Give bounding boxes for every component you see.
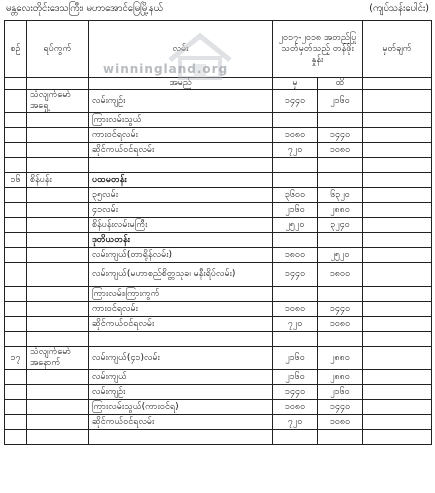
road-name: ကားဝင်ရလမ်း bbox=[89, 302, 273, 317]
row-number bbox=[5, 400, 27, 415]
road-name: ဒုတိယတန်း bbox=[89, 233, 273, 248]
rate-min: ၇၂၀ bbox=[273, 317, 318, 332]
row-number bbox=[5, 218, 27, 233]
table-row bbox=[5, 400, 432, 415]
rate-min bbox=[273, 332, 318, 347]
quarter-name bbox=[27, 370, 89, 385]
table-row bbox=[5, 158, 432, 173]
remark-cell bbox=[363, 287, 432, 302]
rate-min: ၁၄၄၀ bbox=[273, 90, 318, 113]
rate-min bbox=[273, 430, 318, 445]
row-number bbox=[5, 317, 27, 332]
table-row bbox=[5, 90, 432, 113]
remark-cell bbox=[363, 143, 432, 158]
row-number bbox=[5, 128, 27, 143]
col-header-no: စဉ် bbox=[5, 21, 27, 78]
rate-min bbox=[273, 287, 318, 302]
quarter-name bbox=[27, 233, 89, 248]
rate-min: ၂၁၆၀ bbox=[273, 203, 318, 218]
road-name: လမ်းကျယ်(မဟာစည်စိတ္တသုခ၊ မနီးရိပ်လမ်း) bbox=[89, 263, 273, 287]
table-row bbox=[5, 385, 432, 400]
subheader-empty bbox=[27, 78, 89, 90]
rate-min: ၃၆၀၀ bbox=[273, 188, 318, 203]
quarter-name bbox=[27, 287, 89, 302]
table-row bbox=[5, 143, 432, 158]
remark-cell bbox=[363, 233, 432, 248]
col-header-remark: မှတ်ချက် bbox=[363, 21, 432, 78]
rate-max: ၂၅၂၀ bbox=[318, 248, 363, 263]
quarter-name: သံလျက်မော် အရှေ့ bbox=[27, 90, 89, 113]
road-name: လမ်းကျယ်(တာရိုန်လမ်း) bbox=[89, 248, 273, 263]
quarter-name bbox=[27, 143, 89, 158]
rate-max: ၂၁၆၀ bbox=[318, 385, 363, 400]
quarter-name bbox=[27, 385, 89, 400]
table-row bbox=[5, 218, 432, 233]
rate-min: ၂၁၆၀ bbox=[273, 347, 318, 370]
row-number bbox=[5, 203, 27, 218]
rate-min: ၁၀၈၀ bbox=[273, 400, 318, 415]
col-header-quarter: ရပ်ကွက် bbox=[27, 21, 89, 78]
rate-max: ၆၃၂၀ bbox=[318, 188, 363, 203]
road-name: ဆိုင်ကယ်ဝင်ရလမ်း bbox=[89, 317, 273, 332]
rate-min: ၁၄၄၀ bbox=[273, 263, 318, 287]
quarter-name bbox=[27, 113, 89, 128]
rate-max: ၂၁၆၀ bbox=[318, 90, 363, 113]
road-name: လမ်းကျဉ်း bbox=[89, 90, 273, 113]
row-number bbox=[5, 158, 27, 173]
subheader-empty bbox=[5, 78, 27, 90]
remark-cell bbox=[363, 188, 432, 203]
rate-min bbox=[273, 158, 318, 173]
rate-max: ၁၄၄၀ bbox=[318, 400, 363, 415]
remark-cell bbox=[363, 332, 432, 347]
row-number bbox=[5, 143, 27, 158]
subheader-rate-label: အမည် bbox=[89, 78, 273, 90]
quarter-name bbox=[27, 400, 89, 415]
quarter-name bbox=[27, 248, 89, 263]
table-row bbox=[5, 113, 432, 128]
rate-min bbox=[273, 173, 318, 188]
quarter-name bbox=[27, 302, 89, 317]
rate-max: ၂၈၈၀ bbox=[318, 370, 363, 385]
remark-cell bbox=[363, 203, 432, 218]
rate-min: ၁၀၈၀ bbox=[273, 128, 318, 143]
table-row bbox=[5, 317, 432, 332]
table-row bbox=[5, 332, 432, 347]
remark-cell bbox=[363, 90, 432, 113]
row-number bbox=[5, 188, 27, 203]
remark-cell bbox=[363, 113, 432, 128]
row-number bbox=[5, 332, 27, 347]
quarter-name: စိန်ပန်း bbox=[27, 173, 89, 188]
row-number bbox=[5, 302, 27, 317]
road-name: ကားဝင်ရလမ်း bbox=[89, 128, 273, 143]
remark-cell bbox=[363, 430, 432, 445]
rate-max bbox=[318, 233, 363, 248]
row-number bbox=[5, 385, 27, 400]
rate-max: ၂၈၈၀ bbox=[318, 203, 363, 218]
rate-min: ၇၂၀ bbox=[273, 415, 318, 430]
subheader-max: ထိ bbox=[318, 78, 363, 90]
table-row bbox=[5, 302, 432, 317]
table-row bbox=[5, 128, 432, 143]
road-name bbox=[89, 430, 273, 445]
table-row bbox=[5, 203, 432, 218]
quarter-name bbox=[27, 415, 89, 430]
rate-min bbox=[273, 113, 318, 128]
rate-min: ၂၁၆၀ bbox=[273, 370, 318, 385]
road-name: လမ်းကျယ် bbox=[89, 370, 273, 385]
rate-max bbox=[318, 113, 363, 128]
road-name bbox=[89, 158, 273, 173]
road-name: လမ်းကျယ်(၄၁)လမ်း bbox=[89, 347, 273, 370]
rate-max bbox=[318, 332, 363, 347]
rate-max: ၁၀၈၀ bbox=[318, 415, 363, 430]
col-header-road: လမ်း bbox=[89, 21, 273, 78]
table-row bbox=[5, 263, 432, 287]
row-number bbox=[5, 113, 27, 128]
row-number bbox=[5, 370, 27, 385]
remark-cell bbox=[363, 370, 432, 385]
road-name: ၄၁လမ်း bbox=[89, 203, 273, 218]
road-name: ဆိုင်ကယ်ဝင်ရလမ်း bbox=[89, 415, 273, 430]
rate-max bbox=[318, 158, 363, 173]
row-number bbox=[5, 233, 27, 248]
table-row bbox=[5, 370, 432, 385]
road-name: ပထမတန်း bbox=[89, 173, 273, 188]
quarter-name bbox=[27, 188, 89, 203]
remark-cell bbox=[363, 218, 432, 233]
remark-cell bbox=[363, 128, 432, 143]
rate-max bbox=[318, 287, 363, 302]
road-name: ဆိုင်ကယ်ဝင်ရလမ်း bbox=[89, 143, 273, 158]
quarter-name: သံလျက်မော် အနောက် bbox=[27, 347, 89, 370]
remark-cell bbox=[363, 248, 432, 263]
table-row bbox=[5, 287, 432, 302]
remark-cell bbox=[363, 173, 432, 188]
quarter-name bbox=[27, 317, 89, 332]
page-header bbox=[0, 2, 435, 16]
quarter-name bbox=[27, 263, 89, 287]
quarter-name bbox=[27, 158, 89, 173]
remark-cell bbox=[363, 317, 432, 332]
row-number bbox=[5, 90, 27, 113]
remark-cell bbox=[363, 263, 432, 287]
rate-max: ၃၂၄၀ bbox=[318, 218, 363, 233]
remark-cell bbox=[363, 158, 432, 173]
table-body bbox=[5, 90, 432, 445]
land-value-table bbox=[4, 20, 432, 445]
rate-min bbox=[273, 233, 318, 248]
row-number bbox=[5, 248, 27, 263]
rate-min: ၁၀၈၀ bbox=[273, 302, 318, 317]
rate-min: ၂၅၂၀ bbox=[273, 218, 318, 233]
rate-max: ၁၄၄၀ bbox=[318, 302, 363, 317]
road-name: လမ်းကျဉ်း bbox=[89, 385, 273, 400]
watermark-text: winningland.org bbox=[103, 62, 229, 76]
remark-cell bbox=[363, 347, 432, 370]
rate-max bbox=[318, 430, 363, 445]
rate-max: ၁၀၈၀ bbox=[318, 143, 363, 158]
table-row bbox=[5, 173, 432, 188]
table-row bbox=[5, 415, 432, 430]
subheader-min: မှ bbox=[273, 78, 318, 90]
remark-cell bbox=[363, 400, 432, 415]
row-number: ၁၆ bbox=[5, 173, 27, 188]
road-name: ၃၅လမ်း bbox=[89, 188, 273, 203]
table-row bbox=[5, 188, 432, 203]
region-title: မန္တလေးတိုင်းဒေသကြီး၊ မဟာအောင်မြေမြို့နယ် bbox=[6, 3, 163, 14]
table-row bbox=[5, 233, 432, 248]
road-name: စိန်ပန်းလမ်းမကြီး bbox=[89, 218, 273, 233]
rate-max: ၁၈၀၀ bbox=[318, 263, 363, 287]
quarter-name bbox=[27, 218, 89, 233]
quarter-name bbox=[27, 332, 89, 347]
col-header-period: ၂၀၁၇-၂၀၁၈ အတည်ပြု သတ်မှတ်သည့် တန်ဖိုးနှုန်း bbox=[273, 21, 363, 78]
rate-max bbox=[318, 173, 363, 188]
road-name: ကြားလမ်း၊ကြားကွက် bbox=[89, 287, 273, 302]
remark-cell bbox=[363, 302, 432, 317]
quarter-name bbox=[27, 430, 89, 445]
road-name: ကြားလမ်းသွယ်(ကားဝင်ရ) bbox=[89, 400, 273, 415]
remark-cell bbox=[363, 415, 432, 430]
quarter-name bbox=[27, 203, 89, 218]
row-number bbox=[5, 430, 27, 445]
row-number bbox=[5, 415, 27, 430]
rate-min: ၁၄၄၀ bbox=[273, 385, 318, 400]
currency-unit: (ကျပ်သန်းပေါင်း) bbox=[369, 3, 429, 14]
remark-cell bbox=[363, 385, 432, 400]
table-row bbox=[5, 248, 432, 263]
table-row bbox=[5, 347, 432, 370]
rate-min: ၁၈၀၀ bbox=[273, 248, 318, 263]
row-number bbox=[5, 263, 27, 287]
row-number: ၁၇ bbox=[5, 347, 27, 370]
rate-max: ၂၈၈၀ bbox=[318, 347, 363, 370]
road-name bbox=[89, 332, 273, 347]
rate-max: ၁၀၈၀ bbox=[318, 317, 363, 332]
row-number bbox=[5, 287, 27, 302]
subheader-empty bbox=[363, 78, 432, 90]
rate-min: ၇၂၀ bbox=[273, 143, 318, 158]
road-name: ကြားလမ်းသွယ် bbox=[89, 113, 273, 128]
table-row bbox=[5, 430, 432, 445]
quarter-name bbox=[27, 128, 89, 143]
rate-max: ၁၄၄၀ bbox=[318, 128, 363, 143]
